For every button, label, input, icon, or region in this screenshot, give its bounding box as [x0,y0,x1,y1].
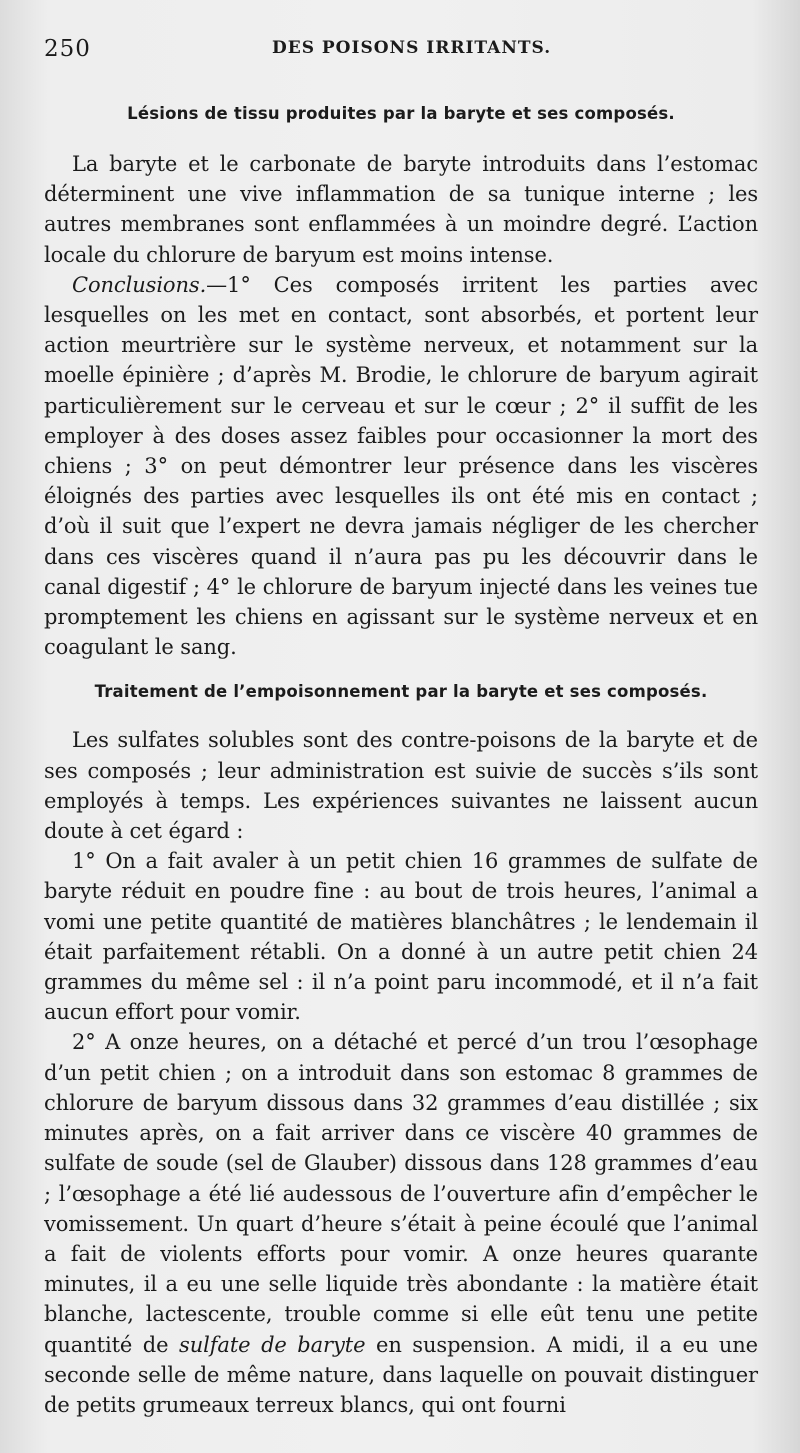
experiment-2-italic: sulfate de baryte [179,1332,366,1357]
page-number: 250 [44,36,91,62]
page-body [44,104,758,1420]
page-header [44,36,760,64]
experiment-2-text-end: en suspension. A midi, il a eu une seconde selle de même nature, dans laquelle on pouvait distinguer de petits grumeaux terreux blancs, qui ont fourni [44,1332,758,1417]
paragraph-experiment-2 [44,1027,758,1420]
conclusions-text: —1° Ces composés irritent les parties avec lesquelles on les met en contact, sont absorbés, et portent leur action meurtrière sur le système nerveux, et notamment sur la moelle épinière ; d’après M. Brodie, le chlorure de baryum agirait particulièrement sur le cerveau et sur le cœur ; 2° il suffit de les employer à des doses assez faibles pour occasionner la mort des chiens ; 3° on peut démontrer leur présence dans les viscères éloignés des parties avec lesquelles ils ont été mis en contact ; d’où il suit que l’expert ne devra jamais négliger de les chercher dans ces viscères quand il n’aura pas pu les découvrir dans le canal digestif ; 4° le chlorure de baryum injecté dans les veines tue promptement les chiens en agissant sur le système nerveux et en coagulant le sang. [44,272,758,660]
paragraph-treatment-intro: Les sulfates solubles sont des contre-poisons de la baryte et de ses composés ; leur administration est suivie de succès s’ils sont employés à temps. Les expériences suivantes ne laissent aucun doute à cet égard : [44,728,758,844]
section-heading-lesions: Lésions de tissu produites par la baryte et ses composés. [127,104,675,123]
paragraph-lesions: La baryte et le carbonate de baryte introduits dans l’estomac déterminent une vive inflammation de sa tunique interne ; les autres membranes sont enflammées à un moindre degré. L’action locale du chlorure de baryum est moins intense. [44,152,758,267]
paragraph-experiment-1: 1° On a fait avaler à un petit chien 16 grammes de sulfate de baryte réduit en poudre fine : au bout de trois heures, l’animal a vomi une petite quantité de matières blanchâtres ; le lendemain il était parfaitement rétabli. On a donné à un autre petit chien 24 grammes du même sel : il n’a point paru incommodé, et il n’a fait aucun effort pour vomir. [44,849,758,1025]
section-heading-treatment: Traitement de l’empoisonnement par la baryte et ses composés. [94,682,708,702]
conclusions-label: Conclusions. [72,272,207,297]
running-title: DES POISONS IRRITANTS. [272,38,552,58]
paragraph-conclusions [44,270,758,663]
experiment-2-text: 2° A onze heures, on a détaché et percé d’un trou l’œsophage d’un petit chien ; on a introduit dans son estomac 8 grammes de chlorure de baryum dissous dans 32 grammes d’eau distillée ; six minutes après, on a fait arriver dans ce viscère 40 grammes de sulfate de soude (sel de Glauber) dissous dans 128 grammes d’eau ; l’œsophage a été lié audessous de l’ouverture afin d’empêcher le vomissement. Un quart d’heure s’était à peine écoulé que l’animal a fait de violents efforts pour vomir. A onze heures quarante minutes, il a eu une selle liquide très abondante : la matière était blanche, lactescente, trouble comme si elle eût tenu une petite quantité de [44,1030,758,1357]
